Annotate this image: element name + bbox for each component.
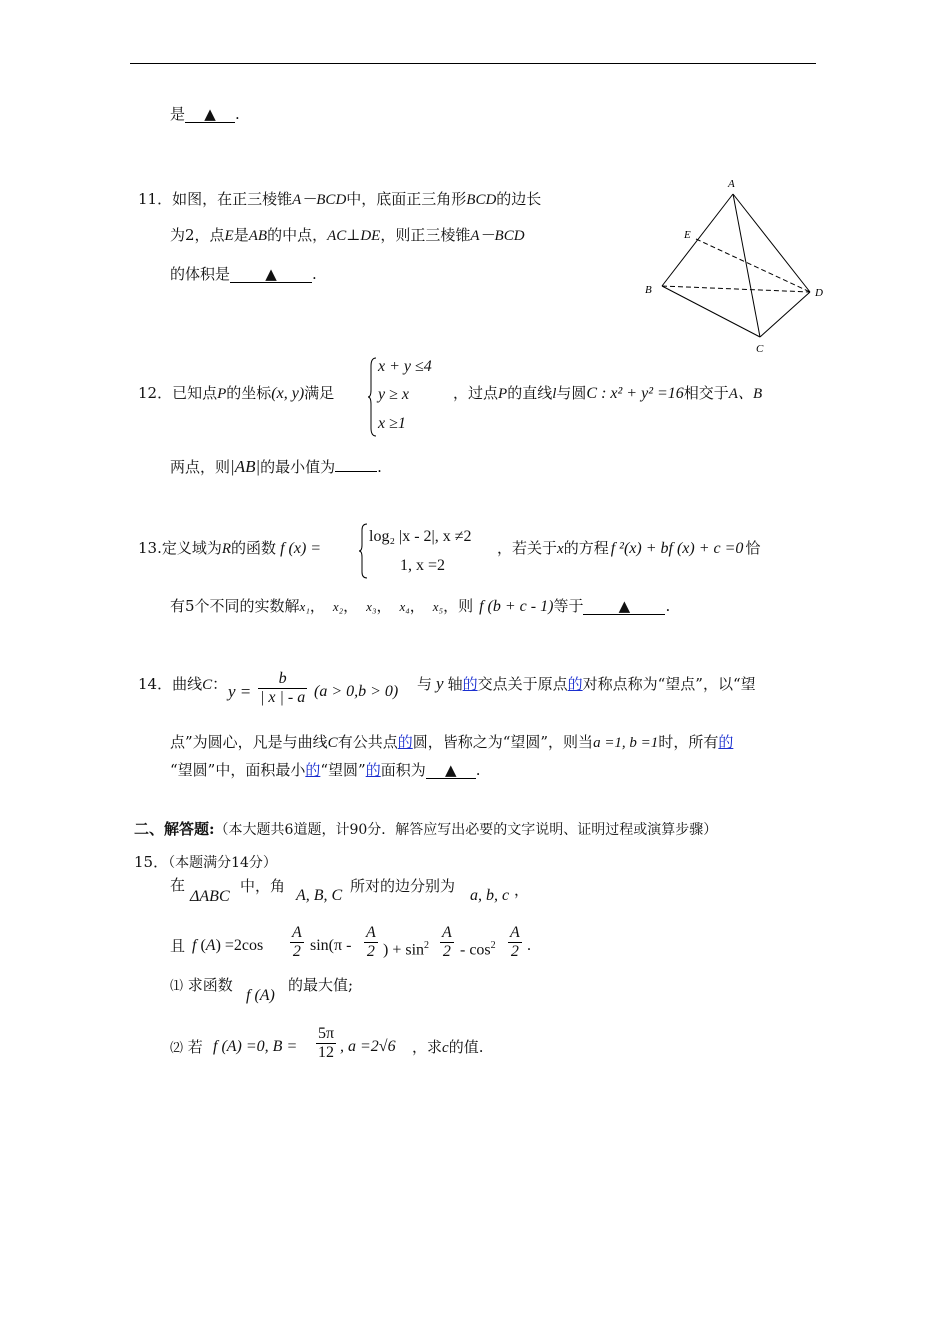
answer-blank: ▲: [583, 598, 665, 615]
edge-BD-hidden: [662, 286, 810, 292]
q15-fdef-part4: - $\cos^2$: [460, 940, 496, 959]
segment-DE-hidden: [696, 239, 810, 292]
q15-fdef-part3: ) + $\sin^2$: [383, 940, 430, 959]
q13-line2: 有5个不同的实数解x₁， x₂， x₃， x₄， x₅，则 f (b + c - 1)等于 ▲ .: [170, 597, 671, 615]
q15-fdef-end: .: [527, 937, 531, 954]
left-brace: [368, 356, 378, 438]
hyperlink[interactable]: 的: [365, 761, 381, 779]
section-2-heading: [134, 819, 717, 840]
q15-fdef-part1: f (A) =2cos: [192, 937, 264, 954]
header-rule: [130, 63, 816, 64]
answer-blank: ▲: [426, 762, 476, 779]
q13-line1-right: ，若关于x的方程 f ²(x) + bf (x) + c =0 恰: [497, 539, 761, 557]
vertex-label-a: A: [728, 178, 735, 190]
q12-system-2: y ≥ x: [378, 386, 409, 403]
q15-sides: a, b, c: [470, 887, 510, 904]
q13-line1-left: 13.定义域为R的函数 f (x) =: [138, 539, 322, 557]
q15-part2-tail: ，求c的值.: [412, 1038, 484, 1056]
q14-line1-left: 14．曲线C：: [138, 675, 228, 693]
q12-system-1: x + y ≤4: [378, 358, 432, 375]
q15-line1a: 在: [170, 876, 186, 894]
q14-line1-right: 与 y 轴的交点关于原点的对称点称为“望点”，以“望: [417, 674, 756, 693]
q14-fraction: $\frac{b}{| x | - a}$: [260, 670, 306, 706]
q15-header: 15．（本题满分14分）: [134, 853, 277, 871]
q15-triangle: ΔABC: [190, 888, 230, 905]
q14-line2: 点”为圆心，凡是与曲线C有公共点的圆，皆称之为“望圆”，则当a =1, b =1时，所有的: [170, 733, 734, 751]
q15-part2: ⑵ 若: [170, 1038, 203, 1056]
q15-line1c: 所对的边分别为: [350, 877, 456, 895]
hyperlink[interactable]: 的: [462, 675, 478, 693]
vertex-label-b: B: [645, 284, 652, 296]
q12-line1-left: 12．已知点P的坐标(x, y)满足: [138, 384, 335, 402]
q15-part1-tail: 的最大值;: [288, 976, 354, 994]
hyperlink[interactable]: 的: [397, 733, 413, 751]
q15-part2-cond2: , a =2√6: [340, 1038, 396, 1055]
q15-line1d: ，: [514, 881, 530, 899]
vertex-label-e: E: [684, 229, 691, 241]
q15-line2-label: 且: [170, 937, 186, 955]
edge-AC: [733, 194, 760, 337]
q14-y-equals: y =: [228, 682, 252, 701]
prev-question-tail: 是 ▲ .: [170, 105, 240, 123]
q13-case2: 1, x =2: [400, 557, 446, 574]
q15-fdef-part2: sin(π -: [310, 937, 352, 954]
section-description: （本大题共6道题，计90分．解答应写出必要的文字说明、证明过程或演算步骤）: [214, 822, 718, 838]
section-title: 二、解答题:: [134, 820, 215, 838]
q15-frac-a2-2: $\frac{A}{2}$: [366, 924, 376, 960]
q14-line3: “望圆”中，面积最小的“望圆”的面积为 ▲ .: [170, 761, 481, 779]
q12-line2: 两点，则|AB|的最小值为 .: [170, 457, 382, 476]
q15-part1-fA: f (A): [246, 987, 275, 1004]
q11-line1: 11．如图，在正三棱锥A－BCD中，底面正三角形BCD的边长: [138, 190, 542, 208]
edge-BC: [662, 286, 760, 337]
hyperlink[interactable]: 的: [718, 733, 734, 751]
q15-frac-a2-4: $\frac{A}{2}$: [510, 924, 520, 960]
answer-blank: ▲: [230, 266, 312, 283]
q15-frac-a2-1: $\frac{A}{2}$: [292, 924, 302, 960]
q11-line3: 的体积是 ▲ .: [170, 265, 317, 283]
q12-line1-right: ，过点P的直线l与圆C : x² + y² =16相交于A、B: [453, 384, 763, 402]
q12-system-3: x ≥1: [378, 415, 406, 432]
vertex-label-d: D: [815, 287, 823, 299]
piecewise-brace: [359, 522, 369, 580]
answer-blank: ▲: [185, 106, 235, 123]
edge-CD: [760, 292, 810, 337]
q15-angles: A, B, C: [296, 887, 343, 904]
q15-part2-cond1: f (A) =0, B =: [213, 1038, 298, 1055]
q15-part1: ⑴ 求函数: [170, 976, 233, 994]
q15-frac-a2-3: $\frac{A}{2}$: [442, 924, 452, 960]
edge-AD: [733, 194, 810, 292]
q15-frac-5pi-12: $\frac{5\pi}{12}$: [318, 1025, 335, 1061]
answer-blank: [335, 471, 377, 472]
q13-case1: log₂ |x - 2|, x ≠2: [369, 528, 472, 545]
hyperlink[interactable]: 的: [567, 675, 583, 693]
q15-line1b: 中，角: [240, 877, 286, 895]
q14-condition: (a > 0,b > 0): [314, 683, 399, 700]
q11-line2: 为2，点E是AB的中点，AC⊥DE，则正三棱锥A－BCD: [170, 226, 525, 244]
tetrahedron-figure: [640, 172, 840, 357]
vertex-label-c: C: [756, 343, 764, 355]
hyperlink[interactable]: 的: [305, 761, 321, 779]
